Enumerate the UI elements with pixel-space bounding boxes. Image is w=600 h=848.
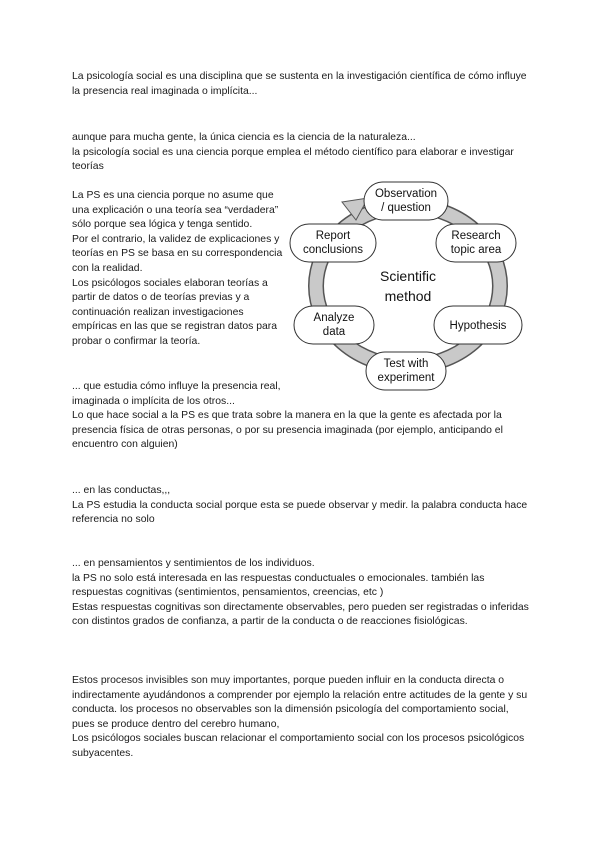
node-observation-line2: / question bbox=[381, 202, 431, 214]
node-report-line2: conclusions bbox=[302, 244, 364, 256]
scientific-method-diagram bbox=[286, 178, 532, 396]
paragraph-validity: Por el contrario, la validez de explicaciones y teorías en PS se basa en su correspondencia con la realidad. bbox=[72, 233, 283, 274]
paragraph-conduct-heading: ... en las conductas,,, bbox=[72, 485, 171, 496]
node-test-line2: experiment bbox=[377, 372, 435, 384]
node-analyze-line1: Analyze bbox=[313, 312, 355, 324]
node-analyze bbox=[294, 306, 374, 344]
paragraph-ps-science: La PS es una ciencia porque no asume que una explicación o una teoría sea “verdadera” sólo porque sea lógica y tenga sentido. bbox=[72, 190, 279, 231]
paragraph-psychologists: Los psicólogos sociales buscan relacionar el comportamiento social con los procesos psicológicos subyacentes. bbox=[72, 733, 525, 759]
conduct-block bbox=[72, 484, 532, 528]
node-observation-line1: Observation bbox=[374, 188, 438, 200]
paragraph-scientific-method: la psicología social es una ciencia porque emplea el método científico para elaborar e investigar teorías bbox=[72, 146, 514, 173]
diagram-center-label bbox=[380, 268, 436, 304]
paragraph-natural-science: aunque para mucha gente, la única ciencia es la ciencia de la naturaleza... bbox=[72, 132, 416, 143]
science-block bbox=[72, 131, 532, 175]
intro-block bbox=[72, 70, 532, 99]
paragraph-intro: La psicología social es una disciplina que se sustenta en la investigación científica de cómo influye la presencia real imaginada o implícita... bbox=[72, 71, 527, 97]
node-hypothesis bbox=[434, 306, 522, 344]
node-research bbox=[436, 224, 516, 262]
node-research-line2: topic area bbox=[450, 244, 502, 256]
paragraph-invisible-processes: Estos procesos invisibles son muy importantes, porque pueden influir en la conducta directa o indirectamente ayudándonos a comprender por ejemplo la relación entre actitudes de la gente y su conducta. los procesos no observables son la dimensión psicología del comportamiento social, pues se produce dentro del cerebro humano, bbox=[72, 675, 528, 730]
paragraph-conduct: La PS estudia la conducta social porque esta se puede observar y medir. la palabra conducta hace referencia no solo bbox=[72, 499, 528, 526]
processes-block bbox=[72, 674, 532, 762]
ps-science-block bbox=[72, 189, 284, 350]
presence-block bbox=[72, 380, 532, 453]
node-hypothesis-line1: Hypothesis bbox=[449, 320, 507, 332]
thoughts-block bbox=[72, 557, 532, 630]
node-observation bbox=[364, 182, 448, 220]
paragraph-theories: Los psicólogos sociales elaboran teorías a partir de datos o de teorías previas y a continuación realizan investigaciones empíricas en las que se registran datos para probar o confirmar la teoría. bbox=[72, 277, 278, 347]
node-research-line1: Research bbox=[451, 230, 501, 242]
paragraph-observable: Estas respuestas cognitivas son directamente observables, pero pueden ser registradas o inferidas con distintos grados de confianza, a partir de la conducta o de reacciones fisiológicas. bbox=[72, 601, 529, 628]
center-label-line1: Scientific bbox=[379, 268, 437, 284]
node-report bbox=[290, 224, 376, 262]
node-report-line1: Report bbox=[315, 230, 351, 242]
paragraph-cognitive: la PS no solo está interesada en las respuestas conductuales o emocionales. también las respuestas cognitivas (sentimientos, pensamientos, creencias, etc ) bbox=[72, 572, 485, 599]
node-analyze-line2: data bbox=[322, 326, 346, 338]
paragraph-presence: Lo que hace social a la PS es que trata sobre la manera en la que la gente es afectada por la presencia física de otras personas, o por su presencia imaginada (por ejemplo, anticipando el encuentro con alguien) bbox=[72, 410, 503, 451]
paragraph-thoughts-heading: ... en pensamientos y sentimientos de los individuos. bbox=[72, 558, 315, 569]
center-label-line2: method bbox=[384, 288, 432, 304]
paragraph-presence-heading: ... que estudia cómo influye la presencia real, imaginada o implícita de los otros... bbox=[72, 381, 281, 407]
node-test-line1: Test with bbox=[383, 358, 429, 370]
